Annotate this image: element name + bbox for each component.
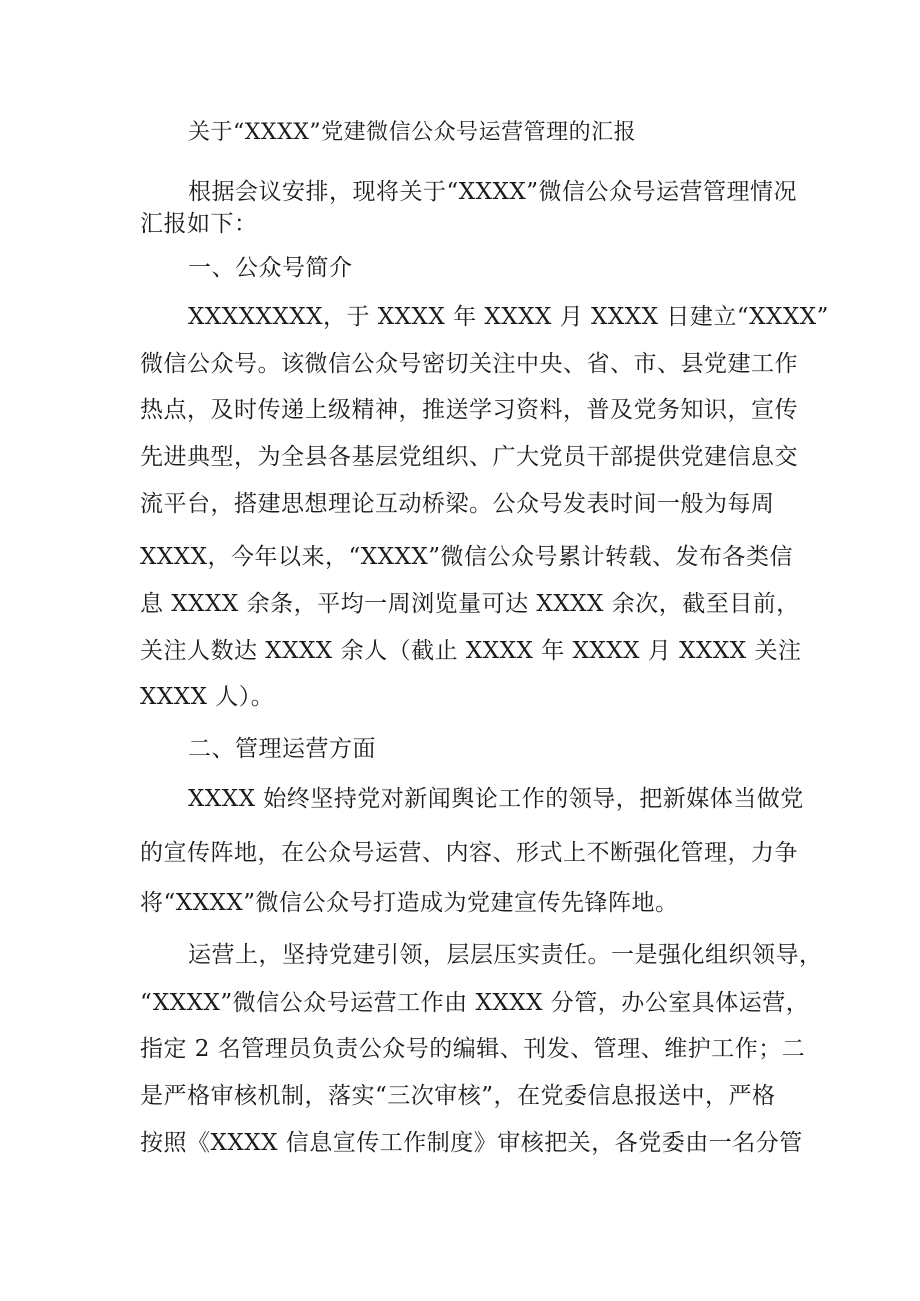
paragraph-line: 流平台，搭建思想理论互动桥梁。公众号发表时间一般为每周 [140,491,775,517]
paragraph-line: 热点，及时传递上级精神，推送学习资料，普及党务知识，宣传 [140,397,798,423]
paragraph-line: 先进典型，为全县各基层党组织、广大党员干部提供党建信息交 [140,444,798,470]
paragraph-line: 是严格审核机制，落实“三次审核”，在党委信息报送中，严格 [140,1083,776,1109]
section-heading: 二、管理运营方面 [188,736,376,762]
intro-line: 根据会议安排，现将关于“XXXX”微信公众号运营管理情况 [188,179,798,205]
intro-line: 汇报如下： [140,211,258,237]
paragraph-line: 按照《XXXX 信息宣传工作制度》审核把关，各党委由一名分管 [140,1130,803,1156]
paragraph-line: 微信公众号。该微信公众号密切关注中央、省、市、县党建工作 [140,351,798,377]
paragraph-line: “XXXX”微信公众号运营工作由 XXXX 分管，办公室具体运营， [140,990,810,1016]
paragraph-line: 关注人数达 XXXX 余人（截止 XXXX 年 XXXX 月 XXXX 关注 [140,638,802,664]
paragraph-line: 指定 2 名管理员负责公众号的编辑、刊发、管理、维护工作；二 [140,1036,806,1062]
document-title: 关于“XXXX”党建微信公众号运营管理的汇报 [188,120,637,145]
paragraph-line: XXXXXXXX，于 XXXX 年 XXXX 月 XXXX 日建立“XXXX” [188,304,829,330]
paragraph-line: XXXX，今年以来，“XXXX”微信公众号累计转载、发布各类信 [140,544,794,570]
paragraph-line: XXXX 人）。 [140,684,275,710]
paragraph-line: 运营上，坚持党建引领，层层压实责任。一是强化组织领导， [188,942,823,968]
paragraph-line: 息 XXXX 余条，平均一周浏览量可达 XXXX 余次，截至目前， [140,591,800,617]
paragraph-line: 的宣传阵地，在公众号运营、内容、形式上不断强化管理，力争 [140,840,798,866]
paragraph-line: XXXX 始终坚持党对新闻舆论工作的领导，把新媒体当做党 [188,786,804,812]
section-heading: 一、公众号简介 [188,255,353,281]
paragraph-line: 将“XXXX”微信公众号打造成为党建宣传先锋阵地。 [140,890,679,916]
